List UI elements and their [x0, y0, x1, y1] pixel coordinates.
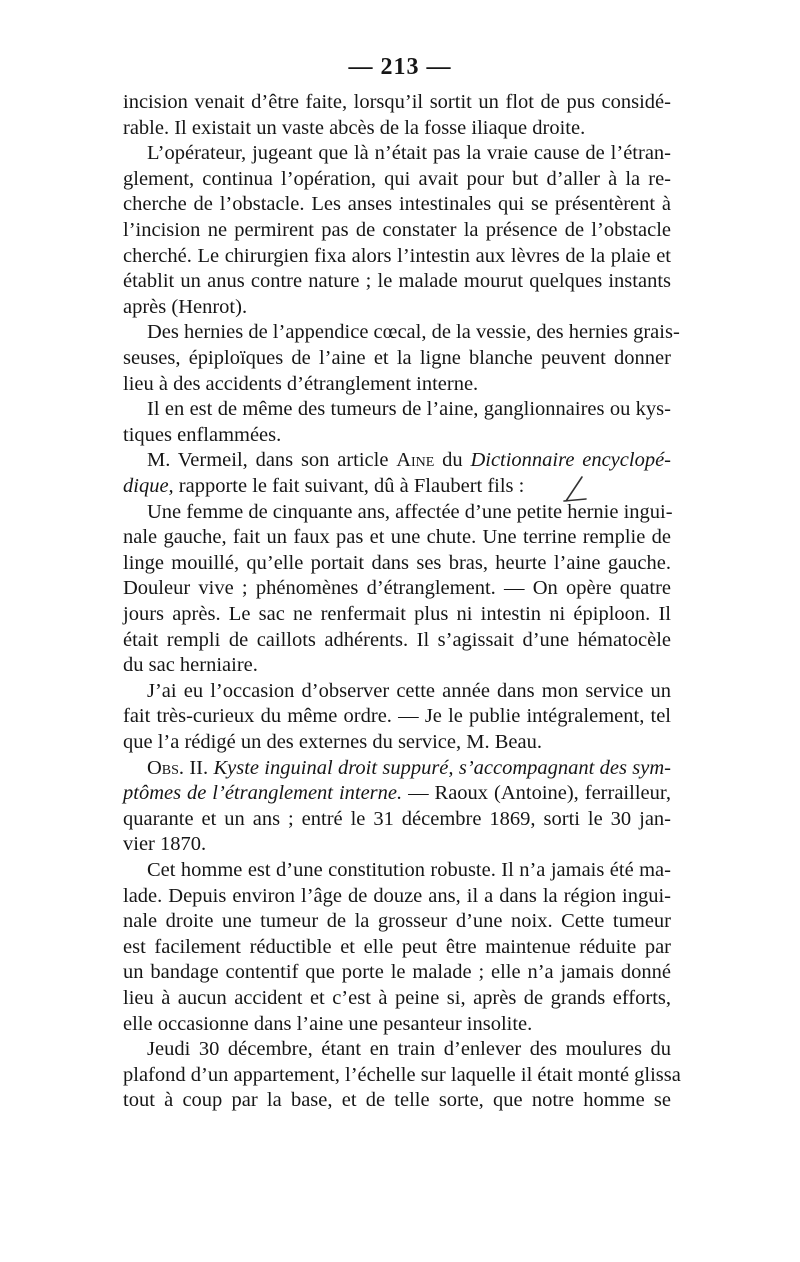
text-run: Il en est de même des tumeurs de l’aine, ganglionnaires ou kys-: [147, 398, 671, 421]
text-run: plafond d’un appartement, l’échelle sur laquelle il était monté glissa: [123, 1063, 681, 1086]
text-line: [123, 1037, 671, 1062]
text-run: établit un anus contre nature ; le malade mourut quelques instants: [123, 270, 671, 293]
text-run: incision venait d’être faite, lorsqu’il sortit un flot de pus considé-: [123, 91, 671, 113]
text-line: [123, 141, 671, 166]
text-line: [123, 116, 671, 141]
text-run: seuses, épiploïques de l’aine et la ligne blanche peuvent donner: [123, 347, 671, 369]
text-run: un bandage contentif que porte le malade ; elle n’a jamais donné: [123, 961, 671, 984]
text-line: [123, 295, 671, 320]
text-line: [123, 218, 671, 243]
text-line: [123, 807, 671, 832]
text-run: vier 1870.: [123, 833, 207, 856]
text-run: l’incision ne permirent pas de constater la présence de l’obstacle: [123, 219, 671, 241]
text-run: lade. Depuis environ l’âge de douze ans, il a dans la région ingui-: [123, 884, 671, 907]
italic-text: ptômes de l’étranglement interne.: [123, 782, 403, 805]
text-line: [123, 986, 671, 1011]
text-line: [123, 269, 671, 294]
text-line: [123, 192, 671, 217]
text-line: [123, 576, 671, 601]
text-run: nale gauche, fait un faux pas et une chute. Une terrine remplie de: [123, 526, 671, 549]
text-line: [123, 730, 671, 755]
text-line: [123, 935, 671, 960]
text-run: fait très-curieux du même ordre. — Je le publie intégralement, tel: [123, 705, 671, 728]
handwritten-pencil-mark: [558, 475, 588, 525]
text-run: tout à coup par la base, et de telle sorte, que notre homme se: [123, 1089, 671, 1112]
text-run: que l’a rédigé un des externes du service, M. Beau.: [123, 731, 542, 753]
text-line: [123, 909, 671, 934]
text-run: nale droite une tumeur de la grosseur d’une noix. Cette tumeur: [123, 910, 671, 933]
text-run: Cet homme est d’une constitution robuste. Il n’a jamais été ma-: [147, 859, 671, 881]
text-line: [123, 500, 671, 525]
text-run: cherche de l’obstacle. Les anses intestinales qui se présentèrent à: [123, 193, 671, 216]
text-line: [123, 474, 671, 499]
text-line: [123, 372, 671, 397]
text-run: elle occasionne dans l’aine une pesanteur insolite.: [123, 1012, 533, 1035]
text-line: [123, 423, 671, 448]
text-run: était rempli de caillots adhérents. Il s’agissait d’une hématocèle: [123, 628, 671, 651]
text-run: quarante et un ans ; entré le 31 décembre 1869, sorti le 30 jan-: [123, 807, 671, 830]
text-line: [123, 628, 671, 653]
text-line: [123, 244, 671, 269]
text-run: jours après. Le sac ne renfermait plus ni intestin ni épiploon. Il: [123, 603, 671, 625]
text-run: du sac herniaire.: [123, 654, 258, 677]
text-line: [123, 960, 671, 985]
text-run: Des hernies de l’appendice cœcal, de la vessie, des hernies grais-: [147, 321, 680, 344]
text-line: [123, 346, 671, 371]
italic-text: Dictionnaire encyclopé-: [470, 449, 671, 472]
text-run: Jeudi 30 décembre, étant en train d’enlever des moulures du: [147, 1038, 671, 1061]
small-caps-text: Obs. II.: [147, 756, 209, 779]
text-run: — Raoux (Antoine), ferrailleur,: [402, 782, 671, 805]
text-line: [123, 90, 671, 115]
text-line: [123, 756, 671, 781]
text-run: L’opérateur, jugeant que là n’était pas la vraie cause de l’étran-: [147, 142, 671, 165]
text-line: [123, 653, 671, 678]
text-line: [123, 525, 671, 550]
text-line: [123, 858, 671, 883]
text-run: linge mouillé, qu’elle portait dans ses bras, heurte l’aine gauche.: [123, 551, 671, 574]
text-run: J’ai eu l’occasion d’observer cette année dans mon service un: [147, 679, 671, 702]
text-line: [123, 551, 671, 576]
italic-text: Kyste inguinal droit suppuré, s’accompagnant des sym-: [213, 756, 671, 779]
small-caps-text: Aine: [396, 449, 435, 472]
text-run: Douleur vive ; phénomènes d’étranglement. — On opère quatre: [123, 577, 671, 600]
text-run: est facilement réductible et elle peut être maintenue réduite par: [123, 935, 671, 958]
text-line: [123, 679, 671, 704]
text-run: rable. Il existait un vaste abcès de la fosse iliaque droite.: [123, 116, 586, 139]
text-run: du: [434, 449, 471, 472]
text-run: M. Vermeil, dans son article: [147, 449, 397, 472]
text-run: lieu à des accidents d’étranglement interne.: [123, 372, 479, 395]
text-run: glement, continua l’opération, qui avait pour but d’aller à la re-: [123, 167, 671, 190]
text-line: [123, 1088, 671, 1113]
text-line: [123, 884, 671, 909]
text-line: [123, 448, 671, 473]
text-line: [123, 320, 680, 345]
text-line: [123, 704, 671, 729]
text-line: [123, 832, 671, 857]
text-line: [123, 397, 671, 422]
italic-text: dique,: [123, 475, 174, 497]
text-run: tiques enflammées.: [123, 423, 282, 446]
text-run: rapporte le fait suivant, dû à Flaubert fils :: [173, 475, 525, 497]
page-number: — 213 —: [348, 54, 452, 80]
text-run: Une femme de cinquante ans, affectée d’une petite hernie ingui-: [147, 500, 673, 523]
text-line: [123, 1012, 671, 1037]
text-line: [123, 781, 671, 806]
text-run: lieu à aucun accident et c’est à peine si, après de grands efforts,: [123, 987, 671, 1009]
text-line: [123, 1063, 681, 1088]
text-line: [123, 167, 671, 192]
text-run: après (Henrot).: [123, 295, 248, 318]
text-line: [123, 602, 671, 627]
text-run: cherché. Le chirurgien fixa alors l’intestin aux lèvres de la plaie et: [123, 244, 671, 267]
